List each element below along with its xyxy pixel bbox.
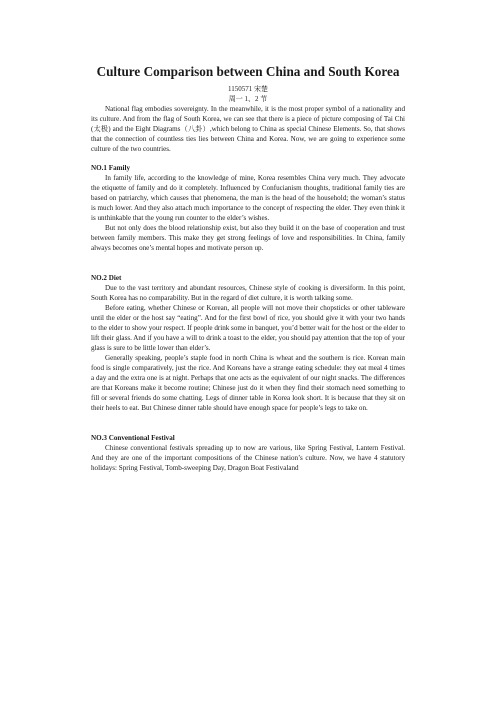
section-heading-festival: NO.3 Conventional Festival [91,434,175,442]
paragraph: In family life, according to the knowledge of mine, Korea resembles China very much. They advocate the etiquette of family and do it completely. Influenced by Confucianism thoughts, traditional family ties are based on patriarchy, which causes that phenomena, the man is the head of the household; the woman’s status is much lower. And they also attach much importance to the concept of respecting the elder. They even think it is unthinkable that the young run counter to the elder’s wishes. [91,174,405,222]
paragraph: But not only does the blood relationship exist, but also they build it on the base of cooperation and trust between family members. This make they get strong feelings of love and responsibilities. In China, family always becomes one’s mental hopes and motivate person up. [91,224,405,252]
section-heading-diet: NO.2 Diet [91,274,122,282]
spacer [91,413,405,433]
intro-paragraph: National flag embodies sovereignty. In the meanwhile, it is the most proper symbol of a nationality and its culture. And from the flag of South Korea, we can see that there is a piece of picture composing of Tai Chi (太极) and the Eight Diagrams（八卦）,which belong to China as special Chinese Elements. So, that shows that the connection of countless ties lies between China and Korea. Now, we are going to experience some culture of the two countries. [91,105,405,153]
class-info: 周一 1、2 节 [228,95,268,103]
spacer [91,253,405,273]
student-info: 1150571 宋楚 [228,85,268,93]
spacer [91,154,405,163]
paragraph: Due to the vast territory and abundant resources, Chinese style of cooking is diversiform. In this point, South Korea has no comparability. But in the regard of diet culture, it is worth talking some. [91,284,405,302]
paragraph: Chinese conventional festivals spreading up to now are various, like Spring Festival, Lantern Festival. And they are one of the important compositions of the Chinese nation’s culture. Now, we have 4 statutory holidays: Spring Festival, Tomb-sweeping Day, Dragon Boat Festivaland [91,444,405,472]
document-page [91,64,405,473]
section-heading-family: NO.1 Family [91,164,131,172]
paragraph: Before eating, whether Chinese or Korean, all people will not move their chopsticks or other tableware until the elder or the host say “eating”. And for the first bowl of rice, you should give it with your two hands to the elder to show your respect. If people drink some in banquet, you’d better wait for the host or the elder to lift their glass. And if you have a will to drink a toast to the elder, you should pay attention that the top of your glass is sure to be little lower than elder’s. [91,304,406,352]
document-title: Culture Comparison between China and South Korea [96,64,400,79]
paragraph: Generally speaking, people’s staple food in north China is wheat and the southern is rice. Korean main food is single comparatively, just the rice. And Koreans have a strange eating schedule: they eat meal 4 times a day and the extra one is at night. Perhaps that one acts as the equivalent of our night snacks. The differences are that Koreans make it become routine; Chinese just do it when they find their stomach need something to fill or several friends do some chatting. Legs of dinner table in Korea look short. It is because that they sit on their heels to eat. But Chinese dinner table should have enough space for people’s legs to take on. [91,354,405,412]
